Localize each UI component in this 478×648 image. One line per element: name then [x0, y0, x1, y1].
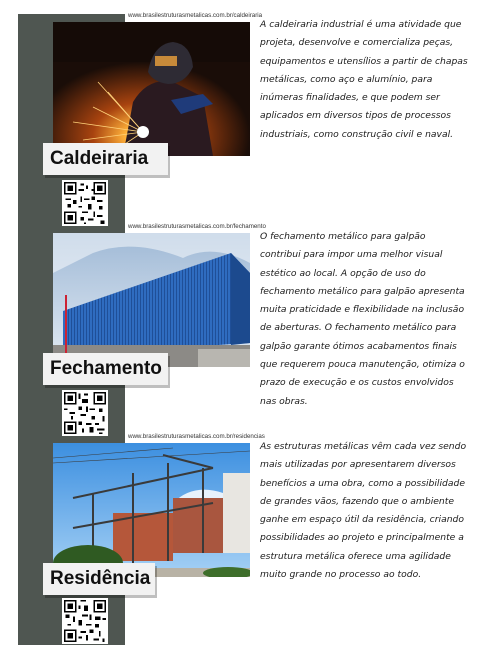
welder-photo: [53, 22, 250, 156]
fechamento-url[interactable]: www.brasilestruturasmetalicas.com.br/fechamento: [128, 223, 266, 230]
caldeiraria-url[interactable]: www.brasilestruturasmetalicas.com.br/caldeiraria: [128, 12, 263, 19]
qr-code-fechamento[interactable]: [62, 390, 108, 436]
warehouse-photo: [53, 233, 250, 367]
fechamento-title: Fechamento: [43, 353, 168, 385]
caldeiraria-description: A caldeiraria industrial é uma atividade que projeta, desenvolve e comercializa peças, equipamentos e utensílios a partir de chapas metálicas, como aço e alumínio, para inúmeras finalidades, e que podem ser aplicados em diversos tipos de processos industriais, como construção civil e naval.: [260, 19, 468, 140]
qr-code-caldeiraria[interactable]: [62, 180, 108, 226]
residencias-url[interactable]: www.brasilestruturasmetalicas.com.br/residencias: [128, 433, 265, 440]
fechamento-description: O fechamento metálico para galpão contribui para impor uma melhor visual estético ao local. A opção de uso do fechamento metálico para galpão apresenta muita praticidade e flexibilidade na inclusão de aberturas. O fechamento metálico para galpão garante ótimos acabamentos finais que requerem pouca manutenção, otimiza o prazo de execução e os custos envolvidos nas obras.: [260, 231, 465, 407]
caldeiraria-title: Caldeiraria: [43, 143, 168, 175]
residencia-title: Residência: [43, 563, 155, 595]
residence-frame-photo: [53, 443, 250, 577]
residencia-description: As estruturas metálicas vêm cada vez sendo mais utilizadas por apresentarem diversos benefícios a uma obra, como a possibilidade de grandes vãos, fazendo que o ambiente ganhe em espaço útil da residência, criando possibilidades ao projeto e principalmente a estrutura metálica oferece uma agilidade muito grande no processo ao todo.: [260, 441, 467, 581]
qr-code-residencias[interactable]: [62, 598, 108, 644]
